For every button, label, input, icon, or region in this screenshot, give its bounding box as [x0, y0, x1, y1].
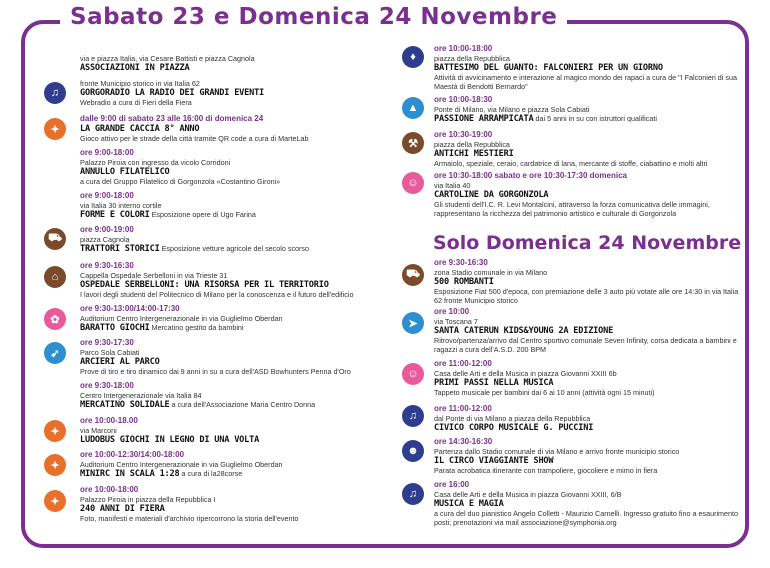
- event-desc: Esposizione opere di Ugo Farina: [151, 210, 256, 219]
- page-title: Sabato 23 e Domenica 24 Novembre: [60, 4, 567, 30]
- event-title: PRIMI PASSI NELLA MUSICA: [434, 378, 554, 388]
- event-desc: dai 5 anni in su con istruttori qualificati: [535, 114, 657, 123]
- event-desc: Parata acrobatica itinerante con trampoliere, giocoliere e mimo in fiera: [434, 466, 658, 475]
- event-time: ore 9:30-17:30: [80, 338, 134, 347]
- event-title: OSPEDALE SERBELLONI: UNA RISORSA PER IL TERRITORIO: [80, 280, 329, 290]
- event-desc: Attività di avvicinamento e interazione al magico mondo dei rapaci a cura de "I Falconieri di sua Maestà di Bendotti Bernardo": [434, 73, 737, 91]
- children-icon: ☺: [402, 363, 424, 385]
- event-baratto: [80, 304, 400, 333]
- event-title: LUDOBUS GIOCHI IN LEGNO DI UNA VOLTA: [80, 435, 260, 445]
- event-location: via Marconi: [80, 426, 117, 435]
- event-title: BATTESIMO DEL GUANTO: FALCONIERI PER UN GIORNO: [434, 63, 663, 73]
- event-location: Ponte di Milano, via Milano e piazza Sola Cabiati: [434, 105, 590, 114]
- music-note-icon: ♫: [402, 483, 424, 505]
- tractor-icon: ⛟: [44, 228, 66, 250]
- event-title: CARTOLINE DA GORGONZOLA: [434, 190, 549, 200]
- event-location: Cappella Ospedale Serbelloni in via Trieste 31: [80, 271, 228, 280]
- wooden-toy-icon: ✦: [44, 420, 66, 442]
- event-location: Parco Sola Cabiati: [80, 348, 140, 357]
- mountain-icon: ▲: [402, 97, 424, 119]
- event-time: ore 10:00-18.00: [80, 416, 138, 425]
- event-title: GORGORADIO LA RADIO DEI GRANDI EVENTI: [80, 88, 265, 98]
- theatre-masks-icon: ☻: [402, 440, 424, 462]
- event-title: MUSICA E MAGIA: [434, 499, 504, 509]
- event-grande-caccia: [80, 114, 400, 143]
- event-minirc: [80, 450, 400, 479]
- event-time: dalle 9:00 di sabato 23 alle 16:00 di domenica 24: [80, 114, 264, 123]
- event-location: dal Ponte di via Milano a piazza della Repubblica: [434, 414, 591, 423]
- event-time: ore 9:00-19:00: [80, 225, 134, 234]
- event-desc: Ritrovo/partenza/arrivo dal Centro sportivo comunale Seven Infinity, corsa dedicata a bambini e ragazzi a cura dell'A.S.D. 200 BPM: [434, 336, 737, 354]
- event-ospedale: [80, 261, 400, 299]
- event-title: CIVICO CORPO MUSICALE G. PUCCINI: [434, 423, 594, 433]
- toy-icon: ✿: [44, 308, 66, 330]
- game-icon: ✦: [44, 118, 66, 140]
- children-icon: ☺: [402, 172, 424, 194]
- event-desc: Armaiolo, speziale, ceraio, cardatrice di lana, mercante di stoffe, ciabattino e molti altri: [434, 159, 708, 168]
- event-location: Casa delle Arti e della Musica in piazza Giovanni XXIII 6b: [434, 369, 617, 378]
- event-desc: a cura di la28corse: [181, 469, 243, 478]
- event-location: via Italia 30 interno cortile: [80, 201, 162, 210]
- event-240-anni: [80, 485, 400, 523]
- event-location: zona Stadio comunale in via Milano: [434, 268, 548, 277]
- event-location: Palazzo Piroia con ingresso da vicolo Corridoni: [80, 158, 231, 167]
- event-time: ore 9:00-18:00: [80, 191, 134, 200]
- event-location: Auditorium Centro Intergenerazionale in via Guglielmo Oberdan: [80, 314, 283, 323]
- event-desc: Tappeto musicale per bambini dai 6 ai 10 anni (attività ogni 15 minuti): [434, 388, 655, 397]
- event-desc: Foto, manifesti e materiali d'archivio ripercorrono la storia dell'evento: [80, 514, 299, 523]
- event-santa-caterun: [434, 307, 746, 354]
- event-desc: Prove di tiro e tiro dinamico dai 9 anni in su a cura dell'ASD Bowhunters Penna d'Oro: [80, 367, 351, 376]
- event-civico-corpo: [434, 404, 746, 433]
- event-time: ore 10:00-18:00: [80, 485, 139, 494]
- music-note-icon: ♫: [402, 405, 424, 427]
- event-title: 500 ROMBANTI: [434, 277, 494, 287]
- event-time: ore 11:00-12:00: [434, 404, 492, 413]
- music-note-icon: ♫: [44, 82, 66, 104]
- event-antichi-mestieri: [434, 130, 746, 168]
- event-time: ore 11:00-12:00: [434, 359, 492, 368]
- event-arrampicata: [434, 95, 746, 124]
- car-icon: ⛟: [402, 264, 424, 286]
- event-time: ore 10:00: [434, 307, 470, 316]
- event-500-rombanti: [434, 258, 746, 305]
- event-location: Palazzo Piroia in piazza della Repubblica I: [80, 495, 216, 504]
- event-location: Casa delle Arti e della Musica in piazza Giovanni XXIII, 6/B: [434, 490, 622, 499]
- event-desc: Mercatino gestito da bambini: [151, 323, 244, 332]
- event-desc: Esposizione vetture agricole del secolo scorso: [161, 244, 310, 253]
- event-desc: I lavori degli studenti del Politecnico di Milano per la conoscenza e il futuro dell'edificio: [80, 290, 354, 299]
- event-title: ANTICHI MESTIERI: [434, 149, 514, 159]
- event-time: ore 16:00: [434, 480, 470, 489]
- event-time: ore 10:00-18:00: [434, 44, 493, 53]
- event-cartoline: [434, 171, 746, 218]
- event-musica-magia: [434, 480, 746, 527]
- event-circo: [434, 437, 746, 475]
- event-title: FORME E COLORI: [80, 210, 150, 220]
- event-desc: Esposizione Fiat 500 d'epoca, con premiazione delle 3 auto più votate alle ore 14:30 in via Italia 62 fronte Municipio storico: [434, 287, 739, 305]
- event-forme-colori: [80, 191, 400, 220]
- event-location: Partenza dallo Stadio comunale di via Milano e arrivo fronte municipio storico: [434, 447, 680, 456]
- event-location: via Italia 40: [434, 181, 471, 190]
- event-associazioni: [80, 54, 400, 73]
- event-desc: a cura del duo pianistico Angelo Colletti - Maurizio Carnelli. Ingresso gratuito fino a esaurimento posti; prenotazioni via mail associazione@symphonia.org: [434, 509, 739, 527]
- event-title: ARCIERI AL PARCO: [80, 357, 160, 367]
- event-time: ore 9:30-18:00: [80, 381, 134, 390]
- event-location: fronte Municipio storico in via Italia 62: [80, 79, 200, 88]
- event-annullo: [80, 148, 400, 186]
- event-location: piazza Cagnola: [80, 235, 130, 244]
- event-location: piazza della Repubblica: [434, 140, 510, 149]
- event-time: ore 10:00-12:30/14:00-18:00: [80, 450, 185, 459]
- building-icon: ⌂: [44, 266, 66, 288]
- event-title: MERCATINO SOLIDALE: [80, 400, 170, 410]
- event-desc: a cura dell'Associazione Maria Centro Donna: [171, 400, 316, 409]
- event-location: Centro Intergenerazionale via Italia 84: [80, 391, 202, 400]
- event-desc: Gli studenti dell'I.C. R. Levi Montalcini, attraverso la forza comunicativa delle immagini, rappresentano la ricchezza del patrimonio artistico e culturale di Gorgonzola: [434, 200, 710, 218]
- event-mercatino: [80, 381, 400, 410]
- event-title: ASSOCIAZIONI IN PIAZZA: [80, 63, 190, 73]
- bow-arrow-icon: ➶: [44, 342, 66, 364]
- event-title: PASSIONE ARRAMPICATA: [434, 114, 534, 124]
- event-title: IL CIRCO VIAGGIANTE SHOW: [434, 456, 554, 466]
- archive-icon: ✦: [44, 490, 66, 512]
- event-location: piazza della Repubblica: [434, 54, 510, 63]
- event-gorgoradio: [80, 79, 400, 107]
- event-location: Auditorium Centro Intergenerazionale in via Guglielmo Oberdan: [80, 460, 283, 469]
- event-title: ANNULLO FILATELICO: [80, 167, 170, 177]
- event-title: SANTA CATERUN KIDS&YOUNG 2A EDIZIONE: [434, 326, 614, 336]
- event-title: LA GRANDE CACCIA 8° ANNO: [80, 124, 200, 134]
- event-location: via Toscana 7: [434, 317, 478, 326]
- event-title: MINIRC IN SCALA 1:28: [80, 469, 180, 479]
- rc-car-icon: ✦: [44, 454, 66, 476]
- event-time: ore 9:30-16:30: [80, 261, 134, 270]
- event-desc: a cura del Gruppo Filatelico di Gorgonzola «Costantino Gironi»: [80, 177, 281, 186]
- event-time: ore 10:30-18:00 sabato e ore 10:30-17:30 domenica: [434, 171, 627, 180]
- event-falconieri: [434, 44, 746, 91]
- falcon-icon: ♦: [402, 46, 424, 68]
- section-title-sunday: Solo Domenica 24 Novembre: [433, 232, 742, 254]
- event-title: TRATTORI STORICI: [80, 244, 160, 254]
- running-shoe-icon: ➤: [402, 312, 424, 334]
- event-location: via e piazza Italia, via Cesare Battisti e piazza Cagnola: [80, 54, 255, 63]
- event-title: BARATTO GIOCHI: [80, 323, 150, 333]
- event-title: 240 ANNI DI FIERA: [80, 504, 165, 514]
- cart-icon: ⚒: [402, 132, 424, 154]
- event-time: ore 9:00-18:00: [80, 148, 134, 157]
- event-time: ore 10:30-19:00: [434, 130, 493, 139]
- event-arcieri: [80, 338, 400, 376]
- event-ludobus: [80, 416, 400, 445]
- event-time: ore 10:00-18:30: [434, 95, 493, 104]
- event-time: ore 9:30-16:30: [434, 258, 488, 267]
- event-desc: Webradio a cura di Fieri della Fiera: [80, 98, 192, 107]
- event-trattori: [80, 225, 400, 254]
- event-time: ore 9:30-13:00/14:00-17:30: [80, 304, 180, 313]
- event-desc: Gioco attivo per le strade della città tramite QR code a cura di MarteLab: [80, 134, 309, 143]
- event-primi-passi: [434, 359, 746, 397]
- event-time: ore 14:30-16:30: [434, 437, 493, 446]
